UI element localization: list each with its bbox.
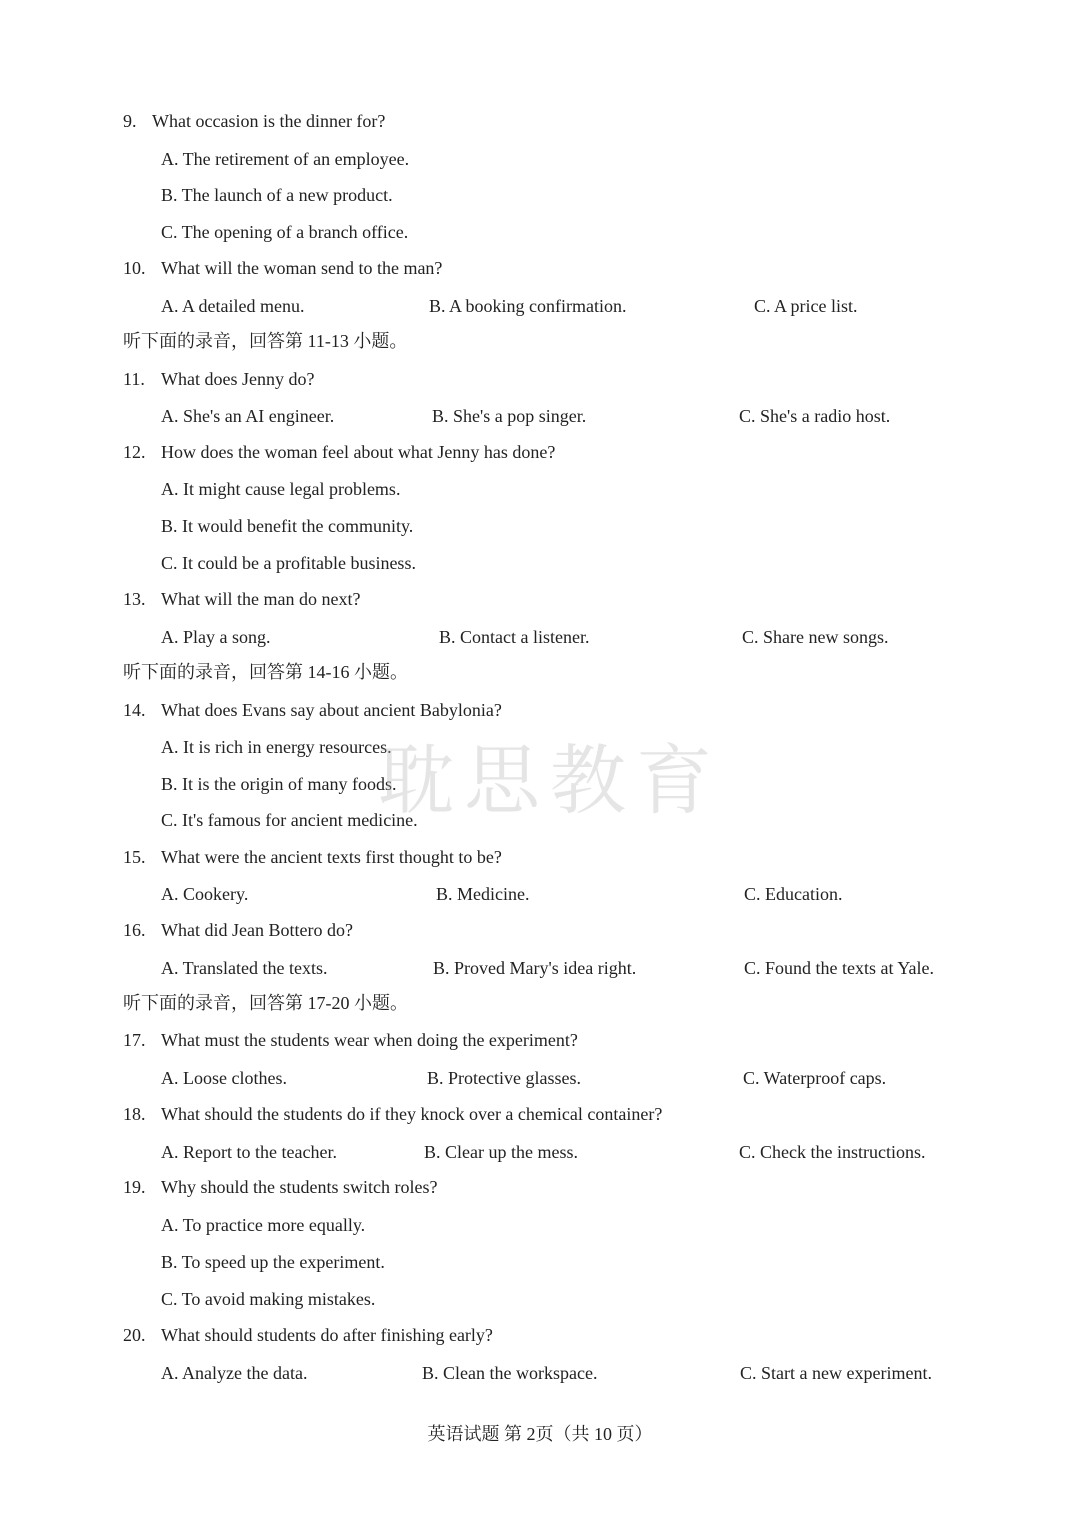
question-text: What does Evans say about ancient Babylonia? <box>161 700 502 720</box>
option-12c: C. It could be a profitable business. <box>161 553 416 573</box>
question-15 <box>123 846 502 868</box>
question-number: 16. <box>123 920 146 940</box>
question-10 <box>123 257 442 279</box>
question-text: What occasion is the dinner for? <box>152 111 386 131</box>
question-number: 20. <box>123 1325 146 1345</box>
question-18 <box>123 1103 662 1125</box>
option-20a: A. Analyze the data. <box>161 1363 308 1383</box>
option-17c: C. Waterproof caps. <box>743 1068 887 1088</box>
option-19b: B. To speed up the experiment. <box>161 1252 385 1272</box>
question-number: 18. <box>123 1104 146 1124</box>
option-11c: C. She's a radio host. <box>739 406 891 426</box>
option-18b: B. Clear up the mess. <box>424 1142 578 1162</box>
option-10c: C. A price list. <box>754 296 858 316</box>
option-10b: B. A booking confirmation. <box>429 296 627 316</box>
question-text: How does the woman feel about what Jenny has done? <box>161 442 556 462</box>
question-17 <box>123 1029 578 1051</box>
question-text: What does Jenny do? <box>161 369 315 389</box>
watermark: 耽思教育 <box>378 736 722 825</box>
option-14b: B. It is the origin of many foods. <box>161 774 397 794</box>
question-number: 13. <box>123 589 146 609</box>
question-number: 15. <box>123 847 146 867</box>
question-text: What will the woman send to the man? <box>161 258 443 278</box>
question-text: What will the man do next? <box>161 589 361 609</box>
section-instruction-14-16: 听下面的录音，回答第 14-16 小题。 <box>123 662 408 682</box>
option-9c: C. The opening of a branch office. <box>161 222 409 242</box>
option-11b: B. She's a pop singer. <box>432 406 587 426</box>
option-14c: C. It's famous for ancient medicine. <box>161 810 418 830</box>
option-15b: B. Medicine. <box>436 884 530 904</box>
question-number: 9. <box>123 111 137 131</box>
section-instruction-11-13: 听下面的录音，回答第 11-13 小题。 <box>123 331 408 351</box>
option-10a: A. A detailed menu. <box>161 296 305 316</box>
question-text: Why should the students switch roles? <box>161 1177 438 1197</box>
question-16 <box>123 919 353 941</box>
option-11a: A. She's an AI engineer. <box>161 406 335 426</box>
option-13c: C. Share new songs. <box>742 627 889 647</box>
option-9b: B. The launch of a new product. <box>161 185 393 205</box>
option-16c: C. Found the texts at Yale. <box>744 958 935 978</box>
option-17a: A. Loose clothes. <box>161 1068 287 1088</box>
question-14 <box>123 699 502 721</box>
option-12b: B. It would benefit the community. <box>161 516 414 536</box>
question-11 <box>123 368 314 390</box>
question-number: 10. <box>123 258 146 278</box>
question-number: 14. <box>123 700 146 720</box>
question-number: 11. <box>123 369 145 389</box>
question-text: What must the students wear when doing the experiment? <box>161 1030 578 1050</box>
option-20b: B. Clean the workspace. <box>422 1363 598 1383</box>
option-19c: C. To avoid making mistakes. <box>161 1289 376 1309</box>
option-16a: A. Translated the texts. <box>161 958 328 978</box>
question-number: 17. <box>123 1030 146 1050</box>
option-14a: A. It is rich in energy resources. <box>161 737 392 757</box>
option-18c: C. Check the instructions. <box>739 1142 926 1162</box>
question-12 <box>123 441 555 463</box>
option-13b: B. Contact a listener. <box>439 627 590 647</box>
page-footer: 英语试题 第 2页（共 10 页） <box>427 1424 653 1444</box>
question-9 <box>123 110 385 132</box>
section-instruction-17-20: 听下面的录音，回答第 17-20 小题。 <box>123 993 408 1013</box>
option-12a: A. It might cause legal problems. <box>161 479 401 499</box>
question-text: What should the students do if they knock over a chemical container? <box>161 1104 663 1124</box>
question-text: What should students do after finishing early? <box>161 1325 493 1345</box>
option-18a: A. Report to the teacher. <box>161 1142 337 1162</box>
question-number: 19. <box>123 1177 146 1197</box>
option-19a: A. To practice more equally. <box>161 1215 366 1235</box>
option-9a: A. The retirement of an employee. <box>161 149 410 169</box>
question-text: What did Jean Bottero do? <box>161 920 353 940</box>
question-20 <box>123 1324 493 1346</box>
option-13a: A. Play a song. <box>161 627 271 647</box>
option-15c: C. Education. <box>744 884 843 904</box>
option-17b: B. Protective glasses. <box>427 1068 581 1088</box>
question-text: What were the ancient texts first thought to be? <box>161 847 502 867</box>
option-15a: A. Cookery. <box>161 884 249 904</box>
option-20c: C. Start a new experiment. <box>740 1363 932 1383</box>
option-16b: B. Proved Mary's idea right. <box>433 958 637 978</box>
question-number: 12. <box>123 442 146 462</box>
question-13 <box>123 588 360 610</box>
question-19 <box>123 1176 437 1198</box>
